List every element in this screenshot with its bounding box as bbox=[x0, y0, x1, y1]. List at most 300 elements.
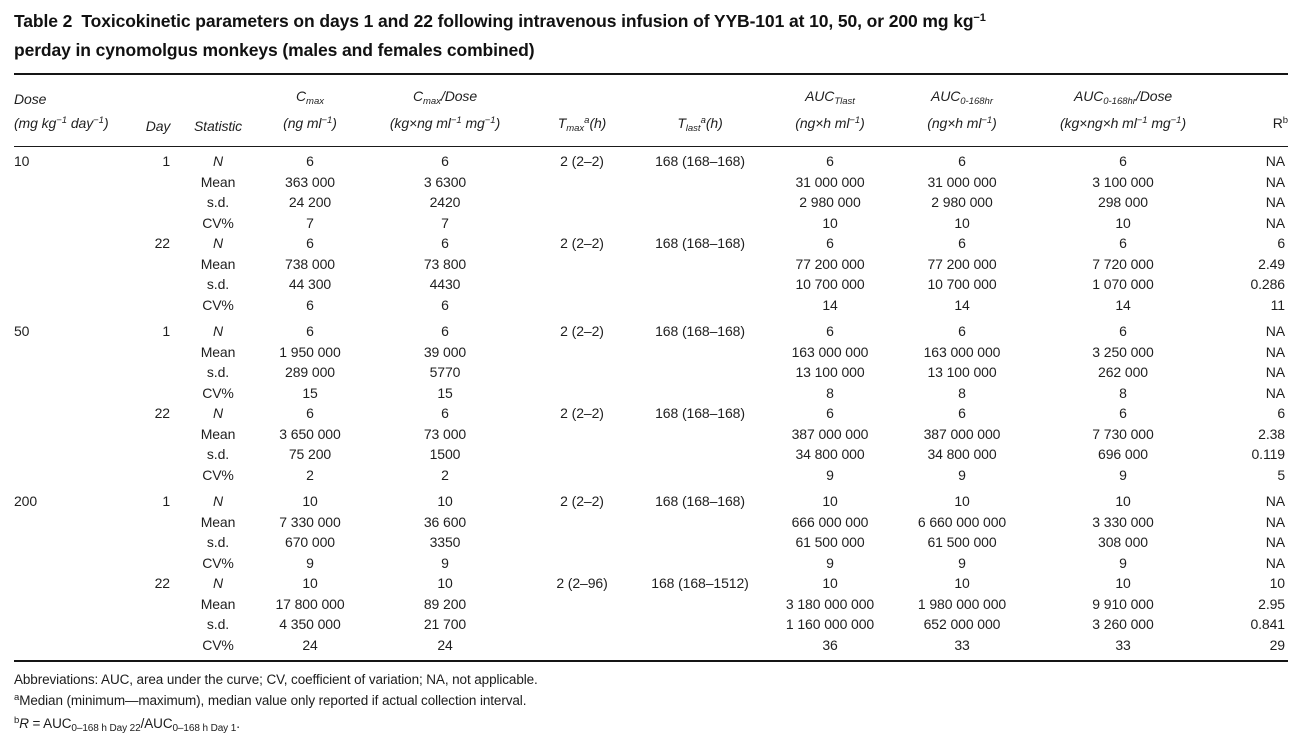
cell-auc-0-168hr-dose: 3 250 000 bbox=[1092, 343, 1154, 360]
cell-auc-0-168hr-dose: 9 910 000 bbox=[1092, 595, 1154, 612]
cell-auc-0-168hr: 1 980 000 000 bbox=[917, 595, 1007, 612]
table-row bbox=[14, 274, 1288, 295]
cell-dose bbox=[14, 342, 138, 363]
cell-day bbox=[138, 553, 178, 574]
cell-auc-0-168hr-dose: 3 260 000 bbox=[1092, 616, 1154, 632]
cell-tmax bbox=[528, 342, 636, 363]
cell-r: NA bbox=[1265, 384, 1285, 401]
cell-day bbox=[138, 192, 178, 213]
cell-statistic: CV% bbox=[202, 466, 234, 483]
cell-day bbox=[138, 254, 178, 275]
cell-r: NA bbox=[1265, 323, 1285, 339]
cell-tlast bbox=[636, 532, 764, 553]
cell-statistic: N bbox=[212, 153, 223, 169]
cell-auc-tlast: 163 000 000 bbox=[791, 343, 869, 360]
cell-tmax bbox=[528, 192, 636, 213]
cell-tlast bbox=[636, 512, 764, 533]
cell-cmax-dose: 6 bbox=[441, 296, 449, 313]
cell-day: 22 bbox=[154, 575, 170, 591]
table-row bbox=[14, 594, 1288, 615]
cell-auc-0-168hr-dose: 298 000 bbox=[1098, 194, 1148, 210]
cell-dose bbox=[14, 465, 138, 486]
cell-tmax: 2 (2–96) bbox=[556, 575, 608, 591]
header-cmax-dose-unit: (kg×ng $ml^{-1}$ $mg^{-1}$) bbox=[362, 109, 528, 147]
cell-cmax-dose: 7 bbox=[441, 214, 449, 231]
cell-r: 29 bbox=[1269, 636, 1285, 653]
cell-dose bbox=[14, 635, 138, 662]
table-row bbox=[14, 424, 1288, 445]
cell-cmax: 10 bbox=[302, 575, 318, 591]
cell-tlast: 168 (168–1512) bbox=[651, 575, 749, 591]
cell-auc-0-168hr-dose: 10 bbox=[1115, 214, 1131, 231]
cell-statistic: N bbox=[212, 405, 223, 421]
cell-tlast bbox=[636, 594, 764, 615]
cell-cmax-dose: 6 bbox=[441, 153, 449, 169]
cell-tmax bbox=[528, 635, 636, 662]
cell-r: NA bbox=[1265, 554, 1285, 571]
cell-auc-tlast: 9 bbox=[826, 466, 834, 483]
cell-r: NA bbox=[1265, 194, 1285, 210]
table-row bbox=[14, 614, 1288, 635]
cell-cmax: 6 bbox=[306, 405, 314, 421]
cell-dose bbox=[14, 233, 138, 254]
cell-day bbox=[138, 274, 178, 295]
cell-tlast: 168 (168–168) bbox=[655, 493, 745, 509]
cell-auc-0-168hr: 34 800 000 bbox=[927, 446, 997, 462]
cell-cmax-dose: 39 000 bbox=[423, 343, 467, 360]
cell-cmax-dose: 15 bbox=[437, 384, 453, 401]
cell-auc-0-168hr-dose: 6 bbox=[1119, 153, 1127, 169]
cell-statistic: Mean bbox=[200, 595, 236, 612]
cell-auc-tlast: 31 000 000 bbox=[795, 173, 865, 190]
cell-day: 1 bbox=[162, 493, 170, 509]
cell-cmax-dose: 10 bbox=[437, 575, 453, 591]
table-row bbox=[14, 444, 1288, 465]
cell-r: 10 bbox=[1269, 575, 1285, 591]
cell-r: 2.49 bbox=[1258, 255, 1285, 272]
cell-cmax-dose: 5770 bbox=[429, 364, 461, 380]
cell-auc-0-168hr: 163 000 000 bbox=[923, 343, 1001, 360]
cell-statistic: CV% bbox=[202, 636, 234, 653]
cell-auc-0-168hr: 10 bbox=[954, 575, 970, 591]
cell-statistic: s.d. bbox=[206, 446, 230, 462]
footnote-b: $^bR = AUC_{0-168 h Day 22}/AUC_{0-168 h Day 1}$. bbox=[14, 715, 240, 733]
cell-auc-0-168hr: 9 bbox=[958, 554, 966, 571]
cell-cmax-dose: 73 000 bbox=[423, 425, 467, 442]
cell-cmax: 7 330 000 bbox=[279, 513, 341, 530]
cell-statistic: Mean bbox=[200, 173, 236, 190]
cell-r: NA bbox=[1265, 173, 1285, 190]
cell-cmax-dose: 3350 bbox=[429, 534, 461, 550]
cell-r: NA bbox=[1265, 493, 1285, 509]
cell-cmax-dose: 10 bbox=[437, 493, 453, 509]
cell-auc-tlast: 34 800 000 bbox=[795, 446, 865, 462]
cell-statistic: CV% bbox=[202, 214, 234, 231]
cell-auc-tlast: 77 200 000 bbox=[795, 255, 865, 272]
header-auc-0-168hr: $AUC_{0-168hr}$ bbox=[930, 88, 993, 107]
header-auc-0-168hr-dose: $AUC_{0-168hr}$/Dose bbox=[1073, 88, 1173, 107]
cell-day bbox=[138, 465, 178, 486]
cell-tmax bbox=[528, 594, 636, 615]
header-cmax: $C_{max}$ bbox=[296, 88, 324, 107]
cell-dose bbox=[14, 512, 138, 533]
cell-statistic: s.d. bbox=[206, 616, 230, 632]
cell-cmax-dose: 9 bbox=[441, 554, 449, 571]
cell-cmax: 1 950 000 bbox=[279, 343, 341, 360]
cell-auc-0-168hr-dose: 3 330 000 bbox=[1092, 513, 1154, 530]
cell-tlast bbox=[636, 465, 764, 486]
cell-cmax: 7 bbox=[306, 214, 314, 231]
cell-r: 11 bbox=[1270, 296, 1285, 313]
cell-cmax-dose: 24 bbox=[437, 636, 453, 653]
cell-auc-0-168hr: 10 bbox=[954, 214, 970, 231]
cell-dose bbox=[14, 274, 138, 295]
table-row bbox=[14, 295, 1288, 316]
cell-auc-0-168hr: 9 bbox=[958, 466, 966, 483]
cell-auc-0-168hr: 8 bbox=[958, 384, 966, 401]
cell-auc-0-168hr-dose: 7 730 000 bbox=[1092, 425, 1154, 442]
table-row bbox=[14, 362, 1288, 383]
cell-tlast bbox=[636, 614, 764, 635]
table-row bbox=[14, 532, 1288, 553]
cell-auc-0-168hr: 14 bbox=[954, 296, 970, 313]
table-row bbox=[14, 172, 1288, 193]
cell-statistic: CV% bbox=[202, 554, 234, 571]
header-auc-tlast: $AUC_{Tlast}$ bbox=[805, 88, 855, 107]
cell-tmax bbox=[528, 512, 636, 533]
cell-day bbox=[138, 635, 178, 662]
cell-cmax: 17 800 000 bbox=[275, 595, 345, 612]
cell-r: 2.38 bbox=[1258, 425, 1285, 442]
cell-auc-0-168hr-dose: 33 bbox=[1115, 636, 1131, 653]
cell-cmax: 363 000 bbox=[285, 173, 335, 190]
cell-auc-tlast: 13 100 000 bbox=[795, 364, 865, 380]
cell-cmax: 15 bbox=[302, 384, 318, 401]
table-row bbox=[14, 192, 1288, 213]
cell-tlast bbox=[636, 362, 764, 383]
cell-tmax: 2 (2–2) bbox=[560, 235, 604, 251]
table-row bbox=[14, 342, 1288, 363]
cell-day: 22 bbox=[154, 235, 170, 251]
cell-cmax: 3 650 000 bbox=[279, 425, 341, 442]
cell-tlast bbox=[636, 254, 764, 275]
cell-r: NA bbox=[1265, 343, 1285, 360]
header-cmax-dose: $C_{max}$/Dose bbox=[412, 88, 478, 107]
table-row bbox=[14, 485, 1288, 512]
table-number: Table 2 bbox=[14, 11, 73, 31]
cell-tmax bbox=[528, 383, 636, 404]
cell-cmax: 24 200 bbox=[288, 194, 332, 210]
cell-r: 5 bbox=[1277, 466, 1285, 483]
cell-r: 6 bbox=[1277, 405, 1285, 421]
cell-tmax bbox=[528, 614, 636, 635]
table-row bbox=[14, 553, 1288, 574]
header-cmax-unit: (ng $ml^{-1}$) bbox=[258, 109, 362, 147]
cell-statistic: Mean bbox=[200, 255, 236, 272]
cell-auc-tlast: 9 bbox=[826, 554, 834, 571]
cell-auc-0-168hr: 2 980 000 bbox=[931, 194, 993, 210]
cell-dose bbox=[14, 254, 138, 275]
cell-tmax: 2 (2–2) bbox=[560, 153, 604, 169]
cell-dose bbox=[14, 553, 138, 574]
cell-statistic: s.d. bbox=[206, 534, 230, 550]
cell-cmax: 6 bbox=[306, 296, 314, 313]
cell-auc-0-168hr-dose: 7 720 000 bbox=[1092, 255, 1154, 272]
cell-day bbox=[138, 362, 178, 383]
table-row bbox=[14, 465, 1288, 486]
cell-auc-0-168hr-dose: 10 bbox=[1115, 575, 1131, 591]
cell-day bbox=[138, 383, 178, 404]
cell-auc-0-168hr-dose: 9 bbox=[1119, 466, 1127, 483]
header-tlast: $T_{last}^a(h)$ bbox=[636, 109, 764, 147]
cell-cmax-dose: 36 600 bbox=[423, 513, 467, 530]
cell-auc-0-168hr: 10 bbox=[954, 493, 970, 509]
cell-auc-0-168hr: 387 000 000 bbox=[923, 425, 1001, 442]
cell-cmax-dose: 2420 bbox=[429, 194, 461, 210]
cell-day: 22 bbox=[154, 405, 170, 421]
header-r: $R^b$ bbox=[1218, 109, 1288, 147]
table-row bbox=[14, 383, 1288, 404]
cell-auc-tlast: 3 180 000 000 bbox=[785, 595, 875, 612]
table-row bbox=[14, 573, 1288, 594]
cell-auc-0-168hr-dose: 1 070 000 bbox=[1092, 276, 1154, 292]
cell-cmax: 24 bbox=[302, 636, 318, 653]
cell-r: 0.119 bbox=[1251, 446, 1285, 462]
cell-tlast bbox=[636, 192, 764, 213]
cell-auc-0-168hr-dose: 6 bbox=[1119, 235, 1127, 251]
cell-auc-0-168hr-dose: 14 bbox=[1115, 296, 1131, 313]
cell-auc-0-168hr: 6 bbox=[958, 153, 966, 169]
cell-tlast bbox=[636, 424, 764, 445]
cell-dose bbox=[14, 383, 138, 404]
cell-dose: 200 bbox=[14, 493, 38, 509]
cell-statistic: s.d. bbox=[206, 276, 230, 292]
cell-cmax-dose: 3 6300 bbox=[423, 173, 467, 190]
table-row bbox=[14, 315, 1288, 342]
cell-cmax-dose: 1500 bbox=[429, 446, 461, 462]
cell-auc-0-168hr: 6 bbox=[958, 405, 966, 421]
header-auc-0-168hr-unit: (ng×h $ml^{-1}$) bbox=[896, 109, 1028, 147]
cell-auc-0-168hr: 6 bbox=[958, 323, 966, 339]
cell-auc-tlast: 6 bbox=[826, 235, 834, 251]
cell-day bbox=[138, 532, 178, 553]
cell-tlast bbox=[636, 342, 764, 363]
cell-auc-tlast: 10 bbox=[822, 493, 838, 509]
cell-day bbox=[138, 213, 178, 234]
header-auc-0-168hr-dose-unit: (kg×ng×h $ml^{-1}$ $mg^{-1}$) bbox=[1028, 109, 1218, 147]
cell-tlast bbox=[636, 295, 764, 316]
cell-tmax bbox=[528, 213, 636, 234]
cell-tmax bbox=[528, 465, 636, 486]
cell-cmax: 9 bbox=[306, 554, 314, 571]
cell-tmax bbox=[528, 424, 636, 445]
cell-auc-tlast: 6 bbox=[826, 153, 834, 169]
cell-auc-0-168hr: 61 500 000 bbox=[927, 534, 997, 550]
cell-r: NA bbox=[1265, 364, 1285, 380]
cell-cmax: 6 bbox=[306, 153, 314, 169]
cell-day bbox=[138, 444, 178, 465]
header-spacer-tlast bbox=[636, 74, 764, 109]
cell-tmax: 2 (2–2) bbox=[560, 323, 604, 339]
cell-day bbox=[138, 424, 178, 445]
cell-auc-tlast: 10 bbox=[822, 214, 838, 231]
cell-r: 0.841 bbox=[1250, 616, 1285, 632]
cell-auc-0-168hr-dose: 696 000 bbox=[1098, 446, 1148, 462]
cell-statistic: CV% bbox=[202, 296, 234, 313]
cell-statistic: N bbox=[212, 235, 223, 251]
cell-cmax-dose: 73 800 bbox=[423, 255, 467, 272]
cell-tmax bbox=[528, 362, 636, 383]
cell-auc-tlast: 8 bbox=[826, 384, 834, 401]
cell-auc-0-168hr-dose: 3 100 000 bbox=[1092, 173, 1154, 190]
cell-dose bbox=[14, 213, 138, 234]
cell-dose bbox=[14, 444, 138, 465]
cell-r: NA bbox=[1265, 534, 1285, 550]
cell-day: 1 bbox=[162, 323, 170, 339]
cell-tlast bbox=[636, 444, 764, 465]
cell-day bbox=[138, 614, 178, 635]
cell-auc-tlast: 666 000 000 bbox=[791, 513, 869, 530]
header-row-names bbox=[14, 74, 1288, 109]
cell-cmax: 670 000 bbox=[285, 534, 335, 550]
cell-statistic: Mean bbox=[200, 425, 236, 442]
cell-tlast bbox=[636, 383, 764, 404]
cell-r: 6 bbox=[1277, 235, 1285, 251]
cell-statistic: Mean bbox=[200, 343, 236, 360]
table-title-line1 bbox=[14, 8, 1288, 37]
table-title-line2: perday in cynomolgus monkeys (males and females combined) bbox=[14, 40, 535, 60]
cell-cmax: 6 bbox=[306, 235, 314, 251]
cell-cmax-dose: 6 bbox=[441, 323, 449, 339]
cell-dose bbox=[14, 172, 138, 193]
cell-cmax-dose: 2 bbox=[441, 466, 449, 483]
header-spacer-statistic bbox=[178, 74, 258, 109]
cell-auc-0-168hr-dose: 262 000 bbox=[1098, 364, 1148, 380]
cell-auc-0-168hr-dose: 6 bbox=[1119, 405, 1127, 421]
cell-r: NA bbox=[1265, 153, 1285, 169]
cell-tlast: 168 (168–168) bbox=[655, 153, 745, 169]
cell-auc-0-168hr-dose: 10 bbox=[1115, 493, 1131, 509]
cell-cmax-dose: 6 bbox=[441, 235, 449, 251]
table-row bbox=[14, 254, 1288, 275]
cell-tlast: 168 (168–168) bbox=[655, 235, 745, 251]
header-row-units bbox=[14, 109, 1288, 147]
cell-tmax: 2 (2–2) bbox=[560, 405, 604, 421]
cell-day bbox=[138, 342, 178, 363]
cell-tmax: 2 (2–2) bbox=[560, 493, 604, 509]
cell-tmax bbox=[528, 553, 636, 574]
cell-cmax-dose: 6 bbox=[441, 405, 449, 421]
cell-auc-tlast: 36 bbox=[822, 636, 838, 653]
header-spacer-day bbox=[138, 74, 178, 109]
cell-dose bbox=[14, 614, 138, 635]
cell-tlast: 168 (168–168) bbox=[655, 405, 745, 421]
cell-statistic: CV% bbox=[202, 384, 234, 401]
cell-auc-0-168hr: 13 100 000 bbox=[927, 364, 997, 380]
cell-tmax bbox=[528, 444, 636, 465]
cell-day bbox=[138, 172, 178, 193]
table-title-text: Toxicokinetic parameters on days 1 and 22 following intravenous infusion of YYB-101 at 10, 50, or 200 mg kg bbox=[81, 11, 974, 31]
cell-statistic: s.d. bbox=[206, 194, 230, 210]
cell-auc-tlast: 2 980 000 bbox=[799, 194, 861, 210]
cell-cmax: 10 bbox=[302, 493, 318, 509]
cell-statistic: N bbox=[212, 493, 223, 509]
cell-tlast bbox=[636, 172, 764, 193]
cell-dose bbox=[14, 192, 138, 213]
cell-dose: 50 bbox=[14, 323, 30, 339]
header-spacer-r bbox=[1218, 74, 1288, 109]
cell-auc-0-168hr: 652 000 000 bbox=[923, 616, 1001, 632]
footnote-abbreviations: Abbreviations: AUC, area under the curve; CV, coefficient of variation; NA, not applicable. bbox=[14, 672, 538, 687]
cell-cmax: 6 bbox=[306, 323, 314, 339]
cell-cmax: 738 000 bbox=[285, 255, 335, 272]
footnote-a: $^a$Median (minimum—maximum), median value only reported if actual collection interval. bbox=[14, 692, 527, 708]
cell-auc-0-168hr: 31 000 000 bbox=[927, 173, 997, 190]
cell-cmax-dose: 89 200 bbox=[423, 595, 467, 612]
cell-tmax bbox=[528, 274, 636, 295]
cell-auc-0-168hr: 77 200 000 bbox=[927, 255, 997, 272]
cell-tmax bbox=[528, 172, 636, 193]
cell-day bbox=[138, 295, 178, 316]
cell-cmax: 75 200 bbox=[288, 446, 332, 462]
cell-r: NA bbox=[1265, 214, 1285, 231]
cell-auc-0-168hr: 10 700 000 bbox=[927, 276, 997, 292]
cell-auc-0-168hr-dose: 9 bbox=[1119, 554, 1127, 571]
cell-cmax: 2 bbox=[306, 466, 314, 483]
header-auc-tlast-unit: (ng×h $ml^{-1}$) bbox=[764, 109, 896, 147]
cell-cmax: 44 300 bbox=[288, 276, 332, 292]
cell-dose bbox=[14, 362, 138, 383]
cell-dose bbox=[14, 403, 138, 424]
cell-dose bbox=[14, 295, 138, 316]
cell-auc-0-168hr: 33 bbox=[954, 636, 970, 653]
cell-tmax bbox=[528, 295, 636, 316]
cell-dose bbox=[14, 594, 138, 615]
cell-statistic: Mean bbox=[200, 513, 236, 530]
cell-dose bbox=[14, 573, 138, 594]
cell-auc-tlast: 6 bbox=[826, 405, 834, 421]
cell-tlast: 168 (168–168) bbox=[655, 323, 745, 339]
table-row bbox=[14, 213, 1288, 234]
table-row bbox=[14, 635, 1288, 662]
cell-statistic: N bbox=[212, 323, 223, 339]
header-tmax: $T_{max}^a(h)$ bbox=[528, 109, 636, 147]
table-row bbox=[14, 403, 1288, 424]
cell-auc-0-168hr: 6 bbox=[958, 235, 966, 251]
cell-auc-tlast: 61 500 000 bbox=[795, 534, 865, 550]
cell-tlast bbox=[636, 213, 764, 234]
cell-r: 2.95 bbox=[1258, 595, 1285, 612]
cell-auc-0-168hr-dose: 8 bbox=[1119, 384, 1127, 401]
cell-auc-tlast: 387 000 000 bbox=[791, 425, 869, 442]
table-header bbox=[14, 74, 1288, 147]
header-spacer-tmax bbox=[528, 74, 636, 109]
cell-auc-0-168hr-dose: 6 bbox=[1119, 323, 1127, 339]
cell-tmax bbox=[528, 254, 636, 275]
header-statistic: Statistic bbox=[178, 109, 258, 147]
header-dose-unit: (mg $kg^{-1}$ day$^{-1}$) bbox=[14, 109, 138, 147]
cell-tmax bbox=[528, 532, 636, 553]
table-row bbox=[14, 233, 1288, 254]
cell-cmax-dose: 21 700 bbox=[423, 616, 467, 632]
table-row bbox=[14, 147, 1288, 172]
cell-day bbox=[138, 594, 178, 615]
cell-auc-0-168hr-dose: 308 000 bbox=[1098, 534, 1148, 550]
cell-auc-tlast: 1 160 000 000 bbox=[785, 616, 875, 632]
cell-tlast bbox=[636, 274, 764, 295]
table-row bbox=[14, 512, 1288, 533]
cell-auc-tlast: 14 bbox=[822, 296, 838, 313]
